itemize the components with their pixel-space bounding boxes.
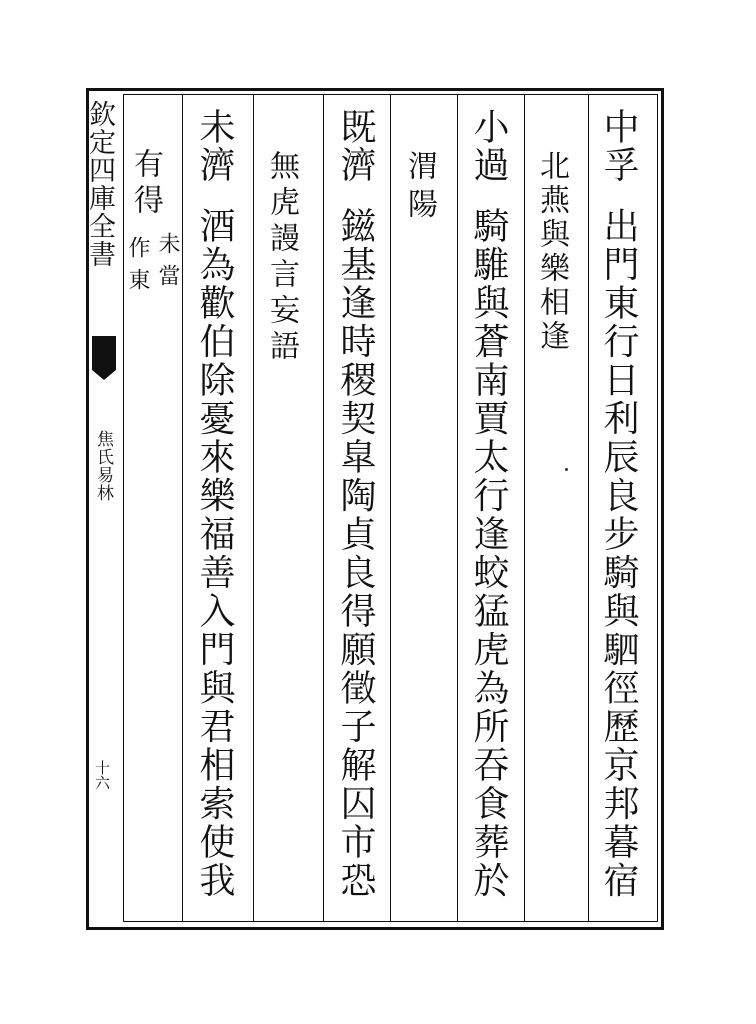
annotation-right: 未當: [155, 232, 180, 296]
verse-continuation-wuhu: 無虎謾言妄語: [264, 150, 299, 366]
margin-book-title: 焦氏易林: [93, 430, 113, 502]
column-rule: [182, 95, 183, 921]
column-rule: [323, 95, 324, 921]
margin-title: 欽定四庫全書: [84, 100, 115, 268]
column-rule: [390, 95, 391, 921]
verse-xiaoguo: 騎騅與蒼南賈太行逢蛟猛虎為所吞食葬於: [468, 207, 509, 900]
verse-continuation-weiyang: 渭陽: [402, 150, 437, 226]
column-rule: [253, 95, 254, 921]
margin-page-number: 十六: [93, 760, 111, 790]
verse-continuation-beiyan: 北燕與樂相逢: [534, 150, 569, 354]
hexagram-heading-xiaoguo: 小過: [468, 108, 509, 184]
fishtail-mark: [92, 336, 116, 370]
verse-zhongfu: 出門東行日利辰良步騎與駟徑歷京邦暮宿: [598, 207, 639, 900]
verse-continuation-youde: 有得: [128, 148, 163, 220]
hexagram-heading-weiji: 未濟: [194, 108, 235, 184]
hexagram-heading-zhongfu: 中孚: [598, 108, 639, 184]
hexagram-heading-jiji: 既濟: [335, 108, 376, 184]
verse-jiji: 鎡基逢時稷契皐陶貞良得願徵子解囚市恐: [335, 207, 376, 900]
column-rule: [588, 95, 589, 921]
ink-speck: [565, 468, 568, 471]
column-rule: [457, 95, 458, 921]
column-rule: [524, 95, 525, 921]
annotation-left: 作東: [125, 236, 150, 300]
verse-weiji: 酒為歡伯除憂來樂福善入門與君相索使我: [194, 207, 235, 900]
